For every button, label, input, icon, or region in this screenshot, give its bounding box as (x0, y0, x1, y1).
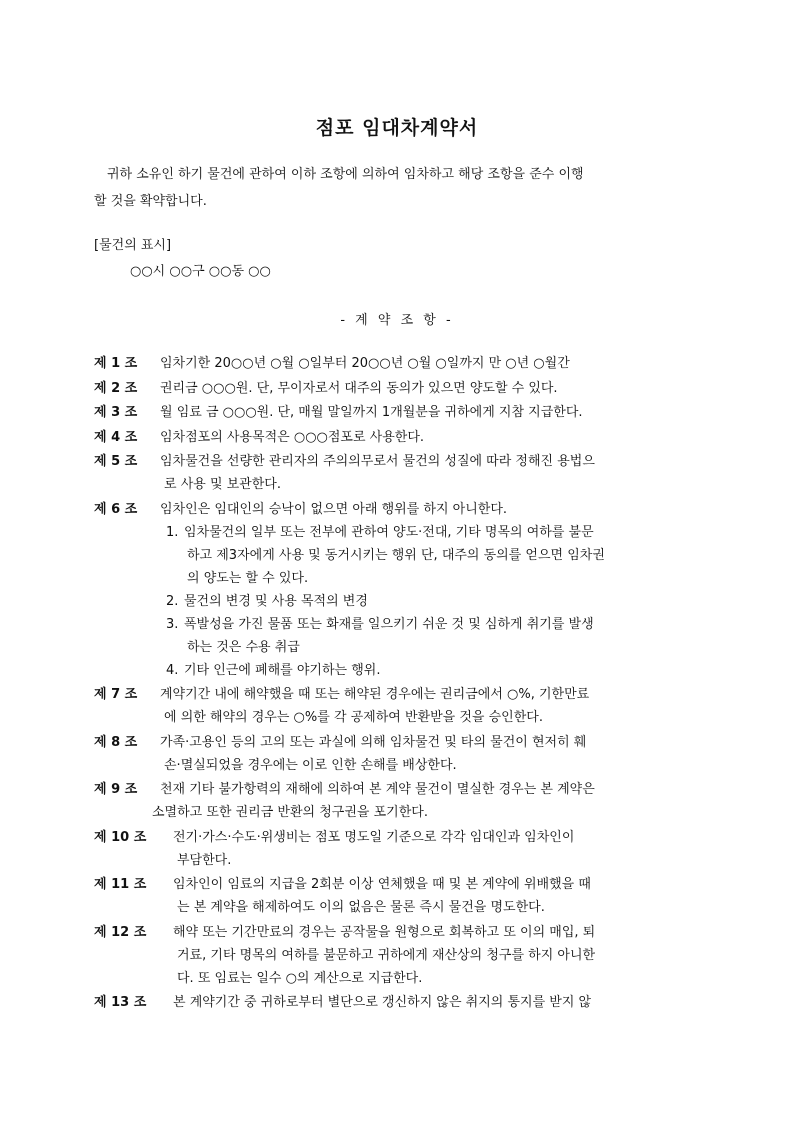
article-number: 제 11 조 (94, 877, 147, 892)
article-body (160, 377, 706, 400)
article-row (94, 352, 706, 375)
sub-item-line: 의 양도는 할 수 있다. (187, 570, 309, 586)
article-number: 제 8 조 (94, 734, 138, 750)
article-body (160, 450, 706, 496)
article-line: 천재 기타 불가항력의 재해에 의하여 본 계약 물건이 멸실한 경우는 본 계약은 (160, 782, 595, 797)
sub-item-body (184, 590, 368, 613)
article-line: 로 사용 및 보관한다. (164, 477, 281, 492)
article-row (94, 991, 706, 1014)
property-section (94, 233, 271, 285)
article-body (173, 921, 706, 990)
article-number: 제 13 조 (94, 995, 147, 1010)
article-line: 임차기한 20○○년 ○월 ○일부터 20○○년 ○월 ○일까지 만 ○년 ○월간 (160, 356, 570, 371)
sub-item (94, 613, 706, 659)
article-row (94, 401, 706, 424)
sub-item-line: 하는 것은 수용 취급 (187, 639, 300, 655)
article-body (160, 683, 706, 729)
article-line: 소멸하고 또한 권리금 반환의 청구권을 포기한다. (152, 805, 428, 820)
article-body (152, 778, 706, 824)
article-row (94, 731, 706, 777)
article-line: 부담한다. (177, 852, 232, 868)
article-line: 전기·가스·수도·위생비는 점포 명도일 기준으로 각각 임대인과 임차인이 (173, 829, 575, 845)
document-title: 점포 임대차계약서 (315, 117, 479, 139)
sub-item-number: 2. (166, 593, 179, 609)
article-line: 임차물건을 선량한 관리자의 주의의무로서 물건의 성질에 따라 정해진 용법으 (160, 454, 595, 469)
article-line: 권리금 ○○○원. 단, 무이자로서 대주의 동의가 있으면 양도할 수 있다. (160, 380, 558, 396)
property-address: ○○시 ○○구 ○○동 ○○ (130, 264, 271, 279)
sub-item-line: 물건의 변경 및 사용 목적의 변경 (184, 593, 368, 609)
article-row (94, 498, 706, 521)
article-number: 제 2 조 (94, 380, 138, 396)
article-line: 거료, 기타 명목의 여하를 불문하고 귀하에게 재산상의 청구를 하지 아니한 (177, 947, 596, 963)
article-line: 는 본 계약을 해제하여도 이의 없음은 물론 즉시 물건을 명도한다. (177, 900, 545, 915)
article-row (94, 683, 706, 729)
article-number: 제 9 조 (94, 782, 138, 797)
article-row (94, 873, 706, 919)
article-body (173, 991, 706, 1014)
sub-item-body (184, 613, 594, 659)
article-number: 제 5 조 (94, 454, 138, 469)
section-heading: - 계 약 조 항 - (340, 313, 454, 328)
article-body (160, 352, 706, 375)
article-number: 제 4 조 (94, 429, 138, 445)
article-line: 다. 또 임료는 일수 ○의 계산으로 지급한다. (177, 970, 423, 986)
sub-item-line: 폭발성을 가진 물품 또는 화재를 일으키기 쉬운 것 및 심하게 취기를 발생 (184, 616, 594, 632)
sub-item-line: 임차물건의 일부 또는 전부에 관하여 양도·전대, 기타 명목의 여하를 불문 (184, 524, 594, 540)
article-line: 에 의한 해약의 경우는 ○%를 각 공제하여 반환받을 것을 승인한다. (164, 710, 543, 725)
sub-item-body (184, 659, 380, 682)
sub-item-body (184, 521, 605, 590)
article-body (160, 498, 706, 521)
article-line: 임차인은 임대인의 승낙이 없으면 아래 행위를 하지 아니한다. (160, 501, 508, 517)
sub-item (94, 590, 706, 613)
article-line: 해약 또는 기간만료의 경우는 공작물을 원형으로 회복하고 또 이의 매입, 퇴 (173, 924, 596, 940)
article-body (160, 731, 706, 777)
article-body (160, 401, 706, 424)
article-gap (94, 1014, 706, 1016)
intro-line-1: 귀하 소유인 하기 물건에 관하여 이하 조항에 의하여 임차하고 해당 조항을 준수 이행 (107, 167, 584, 182)
article-number: 제 1 조 (94, 356, 138, 371)
article-number: 제 6 조 (94, 501, 138, 517)
article-number: 제 12 조 (94, 924, 147, 940)
article-line: 월 임료 금 ○○○원. 단, 매월 말일까지 1개월분을 귀하에게 지참 지급한다. (160, 405, 583, 420)
article-row (94, 778, 706, 824)
article-line: 손·멸실되었을 경우에는 이로 인한 손해를 배상한다. (164, 757, 457, 773)
article-line: 계약기간 내에 해약했을 때 또는 해약된 경우에는 권리금에서 ○%, 기한만료 (160, 687, 590, 702)
article-row (94, 377, 706, 400)
article-body (173, 826, 706, 872)
intro-line-2: 할 것을 확약합니다. (94, 194, 207, 209)
sub-item-number: 1. (166, 524, 179, 540)
article-line: 가족·고용인 등의 고의 또는 과실에 의해 임차물건 및 타의 물건이 현저히 훼 (160, 734, 587, 750)
article-row (94, 826, 706, 872)
articles-list (94, 352, 706, 1016)
sub-item-number: 4. (166, 662, 179, 678)
article-number: 제 7 조 (94, 687, 138, 702)
sub-item (94, 521, 706, 590)
article-row (94, 426, 706, 449)
sub-item-line: 하고 제3자에게 사용 및 동거시키는 행위 단, 대주의 동의를 얻으면 임차권 (187, 547, 605, 563)
article-row (94, 450, 706, 496)
article-line: 임차인이 임료의 지급을 2회분 이상 연체했을 때 및 본 계약에 위배했을 때 (173, 877, 591, 892)
sub-item-line: 기타 인근에 폐해를 야기하는 행위. (184, 662, 381, 678)
article-line: 임차점포의 사용목적은 ○○○점포로 사용한다. (160, 429, 425, 445)
article-line: 본 계약기간 중 귀하로부터 별단으로 갱신하지 않은 취지의 통지를 받지 않 (173, 995, 592, 1010)
sub-item-number: 3. (166, 616, 179, 632)
article-number: 제 3 조 (94, 405, 138, 420)
intro-paragraph (94, 161, 706, 215)
sub-item (94, 659, 706, 682)
article-number: 제 10 조 (94, 829, 147, 845)
article-body (160, 426, 706, 449)
property-label: [물건의 표시] (94, 238, 172, 253)
article-row (94, 921, 706, 990)
article-body (173, 873, 706, 919)
